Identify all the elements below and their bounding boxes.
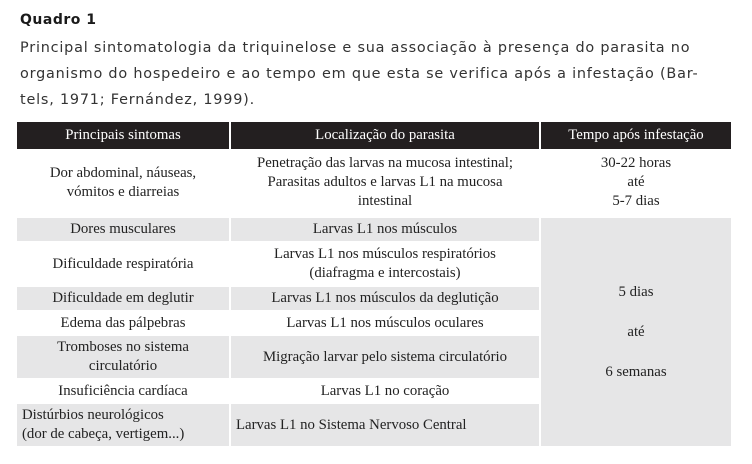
header-symptoms: Principais sintomas bbox=[17, 122, 230, 149]
cell-line: até bbox=[627, 174, 645, 190]
cell-line: Penetração das larvas na mucosa intestinal; bbox=[257, 155, 513, 171]
cell-line: 5-7 dias bbox=[612, 193, 660, 209]
cell-line: Larvas L1 nos músculos respiratórios bbox=[274, 246, 496, 262]
header-location: Localização do parasita bbox=[230, 122, 540, 149]
cell-line: (diafragma e intercostais) bbox=[309, 265, 461, 281]
cell-line: Larvas L1 nos músculos bbox=[312, 221, 458, 237]
cell-line: Dores musculares bbox=[70, 221, 176, 237]
cell-line: intestinal bbox=[357, 193, 413, 209]
cell-line: circulatório bbox=[88, 358, 158, 374]
table-heading: Quadro 1 bbox=[20, 12, 97, 28]
location-cell bbox=[230, 311, 540, 335]
cell-line: Larvas L1 nos músculos oculares bbox=[286, 314, 484, 331]
symptoms-table bbox=[17, 122, 731, 448]
cell-line: Insuficiência cardíaca bbox=[58, 382, 188, 399]
symptom-cell bbox=[17, 335, 230, 379]
caption-line: Principal sintomatologia da triquinelose e sua associação à presença do parasita no bbox=[20, 40, 691, 56]
merged-time-cell bbox=[540, 217, 731, 447]
symptom-cell bbox=[17, 379, 230, 403]
cell-line: Dificuldade respiratória bbox=[52, 255, 194, 272]
symptom-cell bbox=[17, 286, 230, 311]
caption-line: organismo do hospedeiro e ao tempo em que esta se verifica após a infestação (Bar- bbox=[20, 66, 699, 82]
location-cell bbox=[230, 242, 540, 286]
symptom-cell bbox=[17, 217, 230, 242]
cell-line: Larvas L1 nos músculos da deglutição bbox=[271, 290, 499, 306]
cell-line: Dificuldade em deglutir bbox=[52, 290, 194, 306]
location-cell bbox=[230, 286, 540, 311]
symptom-cell bbox=[17, 403, 230, 447]
header-time: Tempo após infestação bbox=[540, 122, 731, 149]
location-cell bbox=[230, 379, 540, 403]
cell-line: vómitos e diarreias bbox=[66, 183, 180, 200]
cell-line: Migração larvar pelo sistema circulatório bbox=[262, 348, 508, 365]
location-cell bbox=[230, 335, 540, 379]
location-cell bbox=[230, 403, 540, 447]
location-cell bbox=[230, 217, 540, 242]
cell-line: Parasitas adultos e larvas L1 na mucosa bbox=[267, 174, 503, 190]
caption-line: tels, 1971; Fernández, 1999). bbox=[20, 92, 255, 108]
symptom-cell bbox=[17, 242, 230, 286]
symptom-cell bbox=[17, 149, 230, 217]
table-caption bbox=[20, 35, 732, 113]
cell-line: 5 dias bbox=[618, 283, 654, 300]
table-row bbox=[17, 217, 731, 242]
table-header-row bbox=[17, 122, 731, 149]
cell-line: Distúrbios neurológicos bbox=[22, 407, 164, 423]
symptom-cell bbox=[17, 311, 230, 335]
location-cell bbox=[230, 149, 540, 217]
cell-line: Tromboses no sistema bbox=[57, 339, 189, 355]
time-cell bbox=[540, 149, 731, 217]
cell-line: Larvas L1 no coração bbox=[320, 382, 450, 399]
table-row bbox=[17, 149, 731, 217]
cell-line: Edema das pálpebras bbox=[60, 314, 186, 331]
cell-line: até bbox=[627, 323, 645, 340]
cell-line: 30-22 horas bbox=[600, 155, 672, 171]
cell-line: (dor de cabeça, vertigem...) bbox=[22, 426, 185, 442]
cell-line: 6 semanas bbox=[605, 363, 667, 380]
cell-line: Dor abdominal, náuseas, bbox=[49, 164, 197, 181]
cell-line: Larvas L1 no Sistema Nervoso Central bbox=[236, 416, 467, 433]
